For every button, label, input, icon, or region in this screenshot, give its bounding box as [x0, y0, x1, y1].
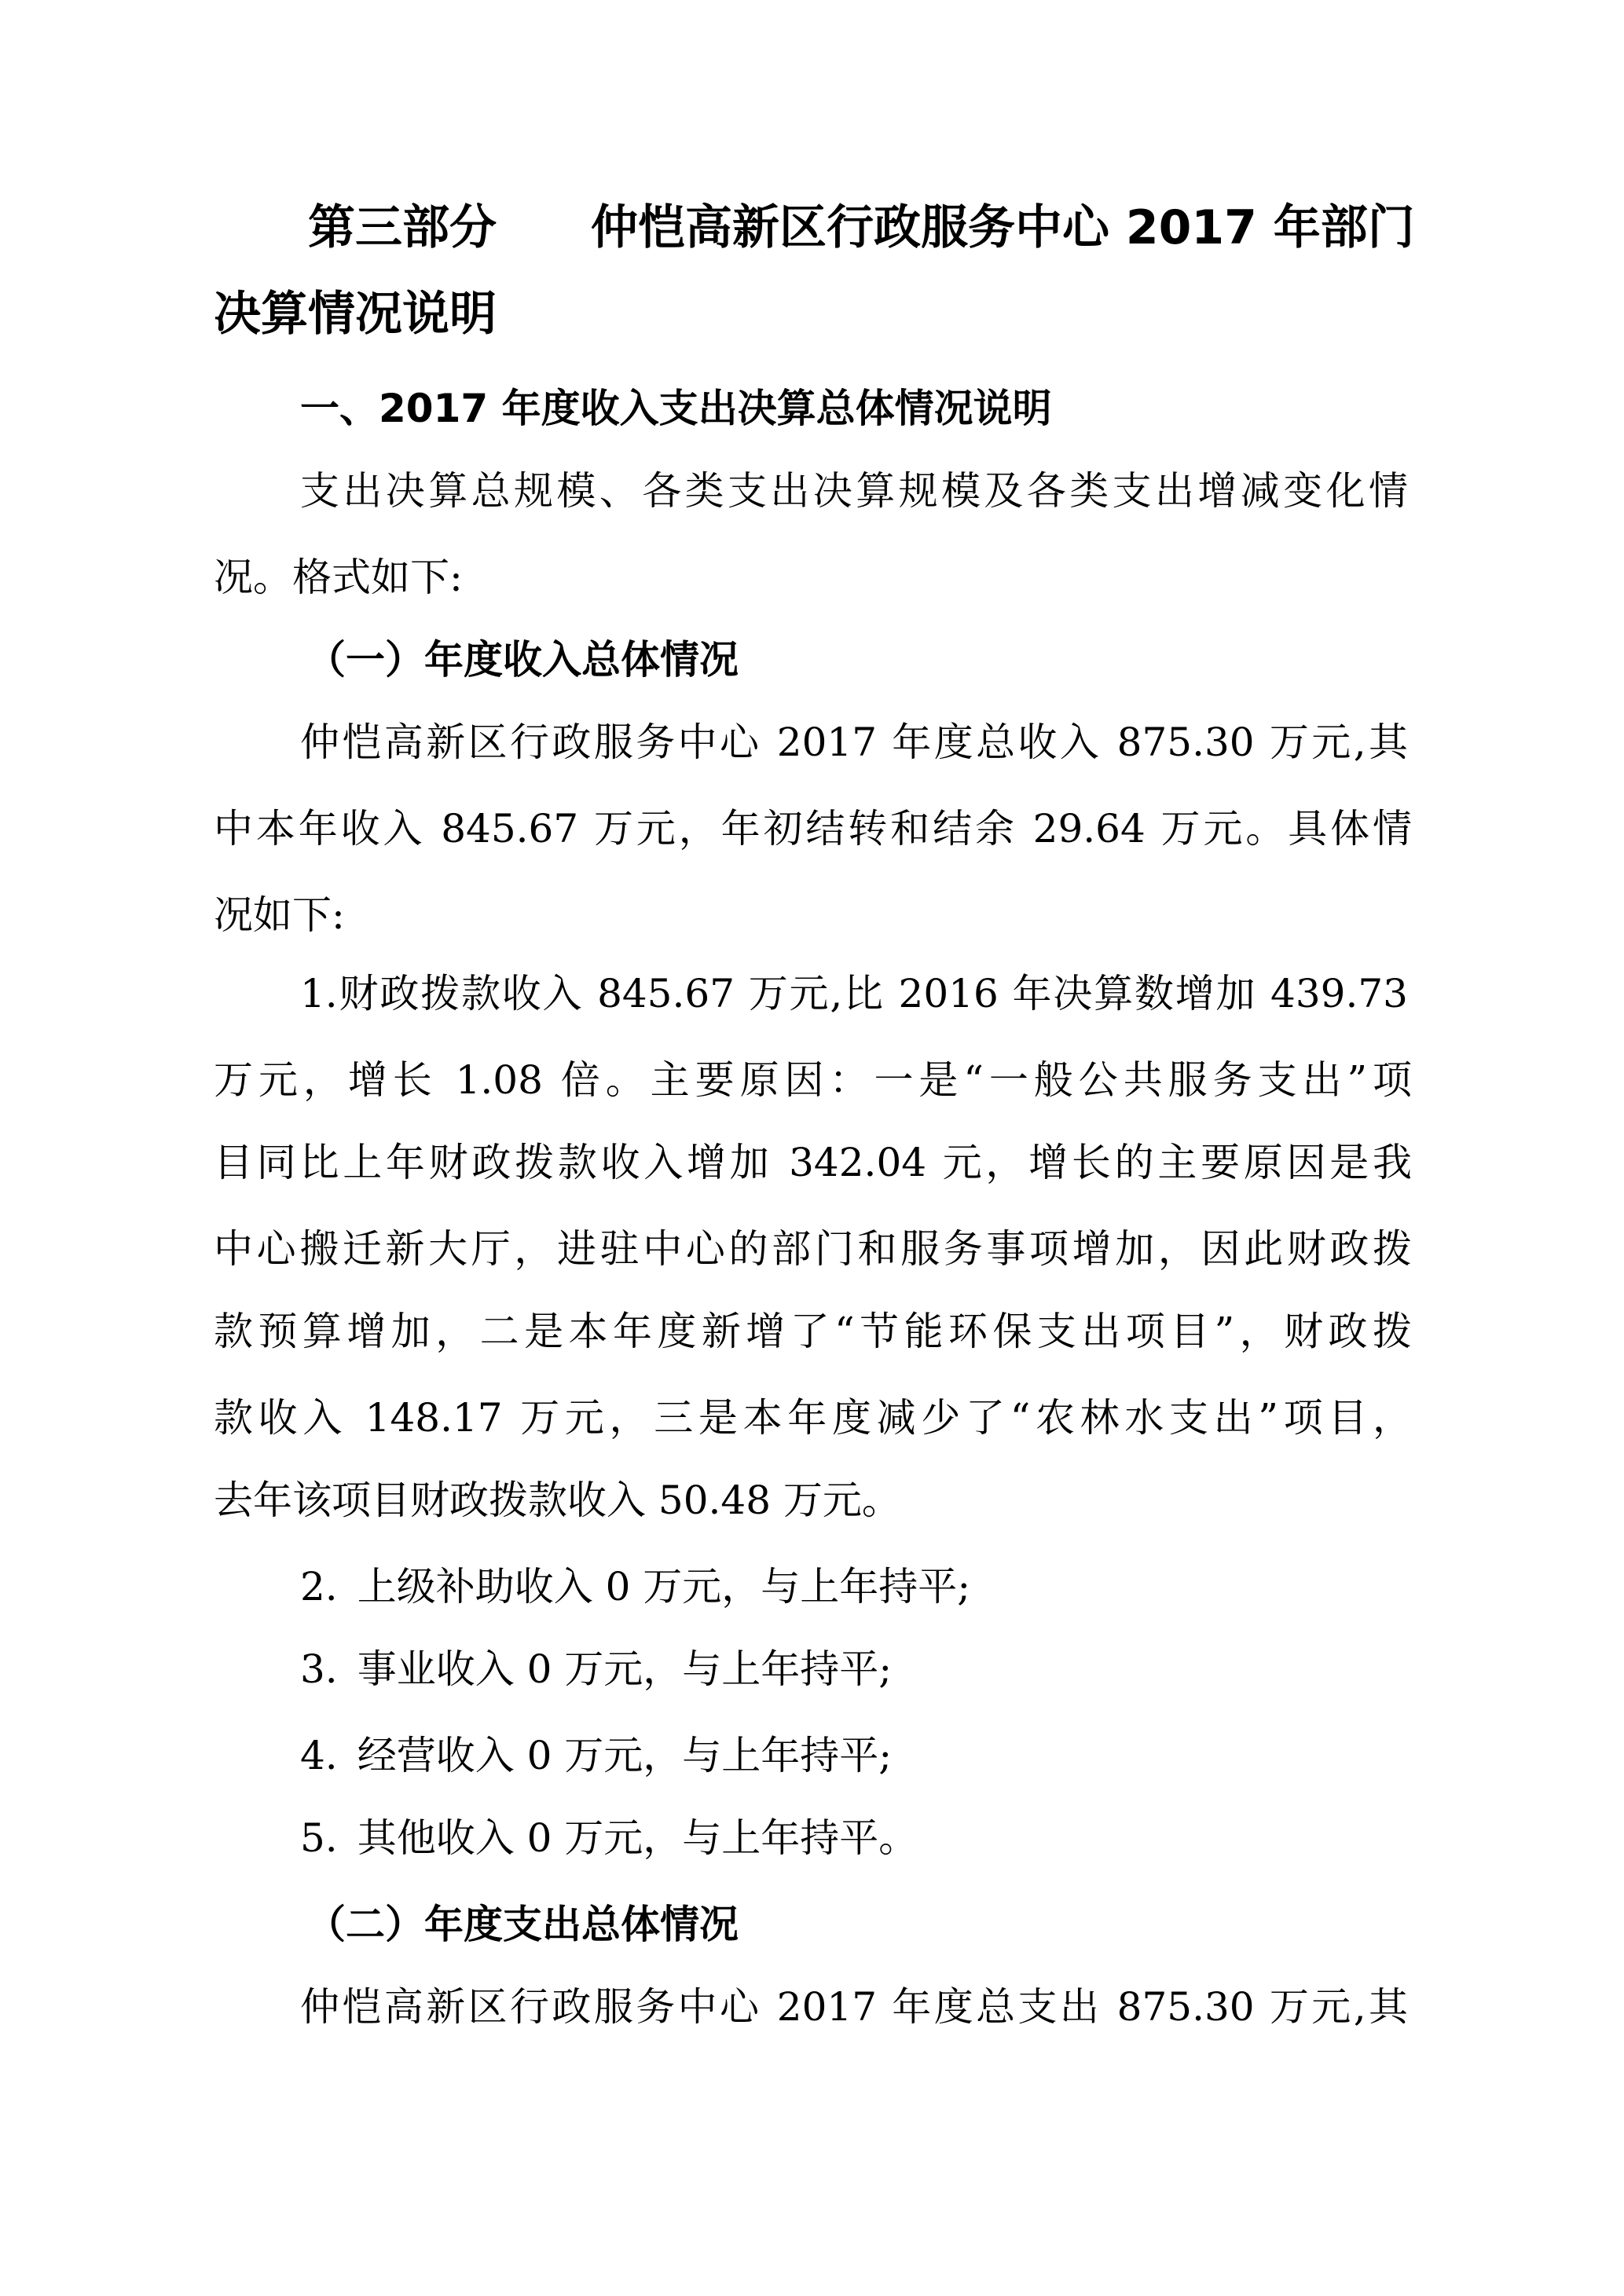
income-paragraph-line-1: 仲恺高新区行政服务中心 2017 年度总收入 875.30 万元,其 [300, 720, 1408, 765]
income-item-1-line-2: 万元，增长 1.08 倍。主要原因：一是“一般公共服务支出”项 [214, 1057, 1412, 1103]
income-item-4: 4. 经营收入 0 万元，与上年持平; [300, 1733, 893, 1778]
expense-paragraph-line-1: 仲恺高新区行政服务中心 2017 年度总支出 875.30 万元,其 [300, 1984, 1408, 2030]
intro-paragraph-line-2: 况。格式如下: [214, 555, 463, 600]
intro-paragraph-line-1: 支出决算总规模、各类支出决算规模及各类支出增减变化情 [300, 468, 1408, 514]
income-item-5: 5. 其他收入 0 万元，与上年持平。 [300, 1815, 918, 1861]
page-title-line-2: 决算情况说明 [214, 287, 497, 342]
section-heading-overview: 一、2017 年度收入支出决算总体情况说明 [300, 386, 1052, 431]
subheading-expense: （二）年度支出总体情况 [306, 1902, 739, 1947]
income-item-1-line-5: 款预算增加，二是本年度新增了“节能环保支出项目”，财政拨 [214, 1309, 1412, 1354]
subheading-income: （一）年度收入总体情况 [306, 637, 739, 683]
income-item-1-line-4: 中心搬迁新大厅，进驻中心的部门和服务事项增加，因此财政拨 [214, 1226, 1412, 1272]
income-paragraph-line-2: 中本年收入 845.67 万元，年初结转和结余 29.64 万元。具体情 [214, 806, 1412, 851]
income-paragraph-line-3: 况如下: [214, 892, 345, 938]
income-item-1-line-3: 目同比上年财政拨款收入增加 342.04 元，增长的主要原因是我 [214, 1140, 1412, 1185]
income-item-1-line-6: 款收入 148.17 万元，三是本年度减少了“农林水支出”项目， [214, 1395, 1412, 1441]
income-item-2: 2. 上级补助收入 0 万元，与上年持平; [300, 1564, 971, 1609]
income-item-1-line-7: 去年该项目财政拨款收入 50.48 万元。 [214, 1478, 901, 1523]
page-title-line-1: 第三部分 仲恺高新区行政服务中心 2017 年部门 [308, 200, 1415, 255]
income-item-3: 3. 事业收入 0 万元，与上年持平; [300, 1646, 893, 1692]
income-item-1-line-1: 1.财政拨款收入 845.67 万元,比 2016 年决算数增加 439.73 [300, 971, 1408, 1016]
